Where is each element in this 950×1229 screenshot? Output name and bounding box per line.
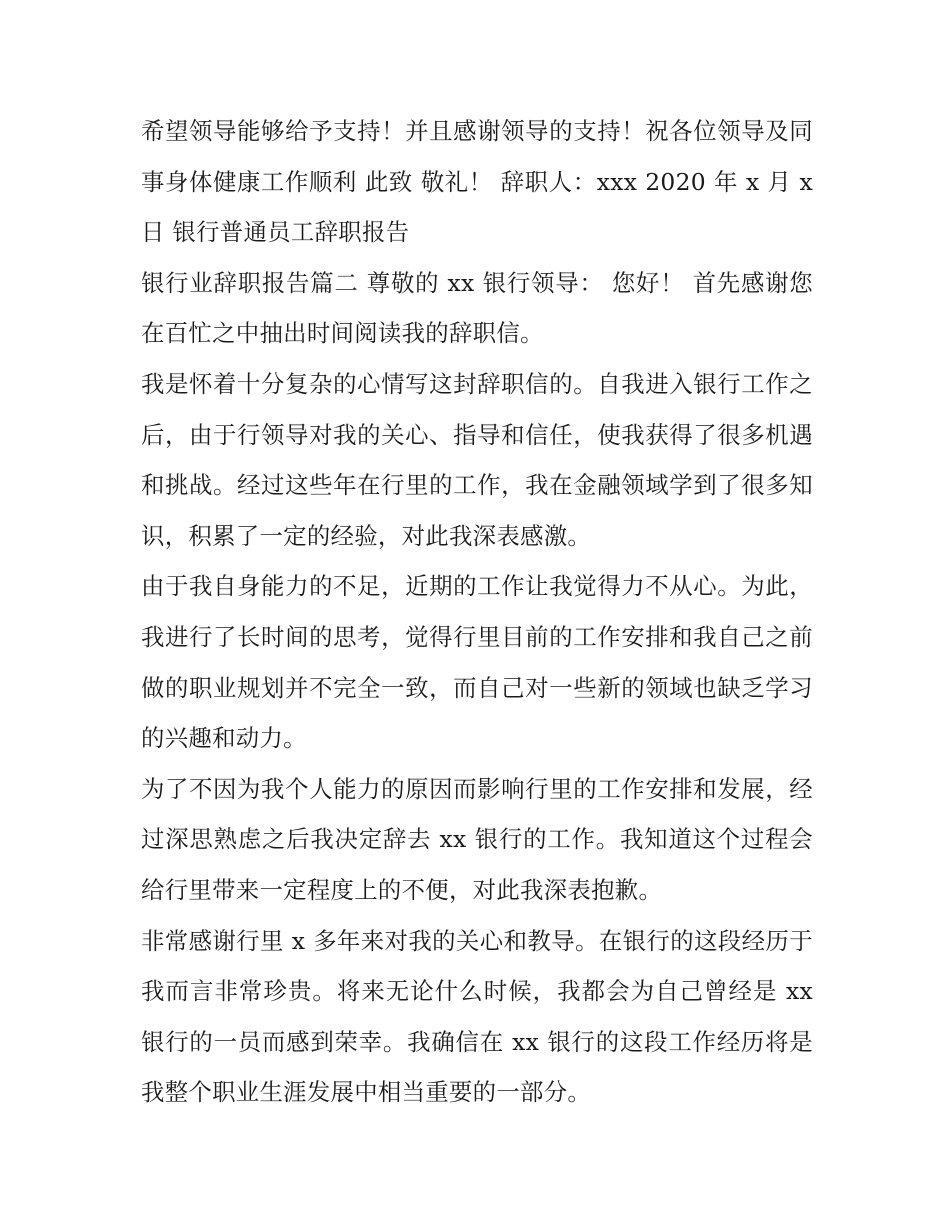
paragraph-thanks: 非常感谢行里 x 多年来对我的关心和教导。在银行的这段经历于我而言非常珍贵。将来无论什么时候，我都会为自己曾经是 xx 银行的一员而感到荣幸。我确信在 xx 银行的这段工作经历将是我整个职业生涯发展中相当重要的一部分。 xyxy=(141,926,813,1107)
paragraph-reason: 由于我自身能力的不足，近期的工作让我觉得力不从心。为此，我进行了长时间的思考，觉得行里目前的工作安排和我自己之前做的职业规划并不完全一致，而自己对一些新的领域也缺乏学习的兴趣和动力。 xyxy=(141,572,813,753)
paragraph-intro: 我是怀着十分复杂的心情写这封辞职信的。自我进入银行工作之后，由于行领导对我的关心、指导和信任，使我获得了很多机遇和挑战。经过这些年在行里的工作，我在金融领域学到了很多知识，积累了一定的经验，对此我深表感激。 xyxy=(141,369,813,550)
document-body xyxy=(141,106,813,1118)
paragraph-closing: 希望领导能够给予支持！并且感谢领导的支持！祝各位领导及同事身体健康工作顺利 此致 敬礼！ 辞职人：xxx 2020 年 x 月 x 日 银行普通员工辞职报告 xyxy=(141,117,813,247)
paragraph-salutation: 银行业辞职报告篇二 尊敬的 xx 银行领导： 您好！ 首先感谢您在百忙之中抽出时间阅读我的辞职信。 xyxy=(141,268,813,348)
paragraph-decision: 为了不因为我个人能力的原因而影响行里的工作安排和发展，经过深思熟虑之后我决定辞去 xx 银行的工作。我知道这个过程会给行里带来一定程度上的不便，对此我深表抱歉。 xyxy=(141,774,813,904)
